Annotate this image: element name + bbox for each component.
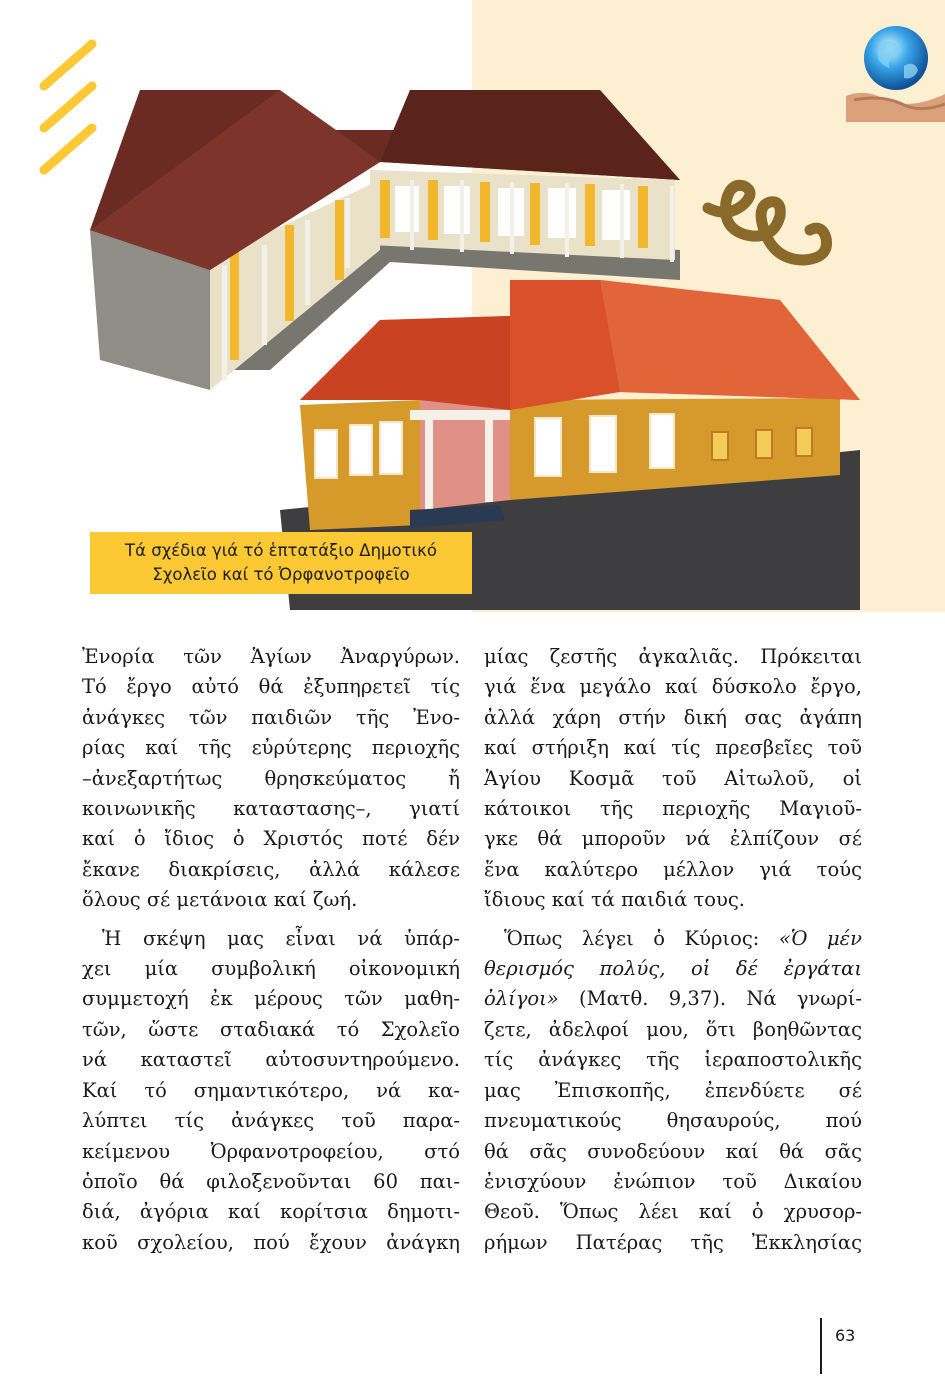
- text-line: μίας ζεστῆς ἀγκαλιᾶς. Πρόκειται: [484, 645, 862, 668]
- text-line: καί ὁ ἴδιος ὁ Χριστός ποτέ δέν: [82, 827, 460, 851]
- text-line: κοῦ σχολείου, πού ἔχουν ἀνάγκη: [82, 1230, 460, 1254]
- text-line: [484, 954, 862, 984]
- text-line: ζετε, ἀδελφοί μου, ὅτι βοηθῶντας: [484, 1017, 862, 1041]
- text-line: τῶν, ὥστε σταδιακά τό Σχολεῖο: [82, 1017, 460, 1041]
- text-line: –ἀνεξαρτήτως θρησκεύματος ἤ: [82, 766, 460, 790]
- text-line: γκε θά μποροῦν νά ἐλπίζουν σέ: [484, 827, 862, 851]
- globe-in-hand-icon: [846, 22, 945, 122]
- caption-line-1: Τά σχέδια γιά τό ἑπτατάξιο Δημοτικό: [125, 541, 437, 560]
- bible-quote: θερισμός πολύς, οἱ δέ ἐργάται: [484, 957, 862, 981]
- text-line: ἴδιους καί τά παιδιά τους.: [484, 888, 745, 912]
- right-text-column: [484, 642, 862, 1258]
- text-line: λύπτει τίς ἀνάγκες τοῦ παρα-: [82, 1109, 460, 1133]
- text-line: ἀλλά χάρη στήν δική σας ἀγάπη: [484, 705, 862, 729]
- page-number: 63: [835, 1326, 856, 1345]
- text-line: Ἡ σκέψη μας εἶναι νά ὑπάρ-: [102, 926, 460, 950]
- text-line: πνευματικούς θησαυρούς, πού: [484, 1109, 862, 1133]
- bible-reference: (Ματθ. 9,37). Νά γνωρί-: [558, 987, 862, 1011]
- text-line: ἀνάγκες τῶν παιδιῶν τῆς Ἐνο-: [82, 705, 460, 729]
- text-line: ἐνισχύουν ἐνώπιον τοῦ Δικαίου: [484, 1169, 862, 1193]
- text-line: Ἐνορία τῶν Ἁγίων Ἀναργύρων.: [82, 645, 460, 668]
- left-text-column: [82, 642, 460, 1258]
- text-segment: Ὅπως λέγει ὁ Κύριος:: [504, 926, 779, 950]
- text-line: χει μία συμβολική οἰκονομική: [82, 957, 460, 981]
- text-line: Τό ἔργο αὐτό θά ἐξυπηρετεῖ τίς: [82, 675, 460, 699]
- text-line: νά καταστεῖ αὐτοσυντηρούμενο.: [82, 1048, 460, 1072]
- text-line: ἔκανε διακρίσεις, ἀλλά κάλεσε: [82, 857, 460, 881]
- text-line: καί στήριξη καί τίς πρεσβεῖες τοῦ: [484, 736, 862, 760]
- text-line: ρήμων Πατέρας τῆς Ἐκκλησίας: [484, 1230, 862, 1254]
- text-line: κάτοικοι τῆς περιοχῆς Μαγιοῦ-: [484, 797, 862, 821]
- text-line: μας Ἐπισκοπῆς, ἐπενδύετε σέ: [484, 1078, 862, 1102]
- text-line: ἕνα καλύτερο μέλλον γιά τούς: [484, 857, 862, 881]
- text-line: [484, 924, 862, 954]
- text-line: ὁποῖο θά φιλοξενοῦνται 60 παι-: [82, 1169, 460, 1193]
- text-line: συμμετοχή ἐκ μέρους τῶν μαθη-: [82, 987, 460, 1011]
- text-line: γιά ἕνα μεγάλο καί δύσκολο ἔργο,: [484, 675, 862, 699]
- text-line: Καί τό σημαντικότερο, νά κα-: [82, 1078, 460, 1102]
- text-line: ὅλους σέ μετάνοια καί ζωή.: [82, 888, 358, 912]
- text-line: κοινωνικῆς καταστασης–, γιατί: [82, 797, 460, 821]
- text-line: [484, 984, 862, 1014]
- text-line: Ἁγίου Κοσμᾶ τοῦ Αἰτωλοῦ, οἱ: [484, 766, 862, 790]
- bible-quote: «Ὁ μέν: [778, 926, 862, 950]
- caption-line-2: Σχολεῖο καί τό Ὀρφανοτροφεῖο: [152, 565, 410, 584]
- text-line: κείμενου Ὀρφανοτροφείου, στό: [82, 1139, 460, 1163]
- right-paragraph-2: [484, 924, 862, 1258]
- school-orphanage-rendering: [80, 80, 860, 610]
- right-paragraph-1: [484, 642, 862, 916]
- text-line: ρίας καί τῆς εὐρύτερης περιοχῆς: [82, 736, 460, 760]
- page-number-rule: [820, 1318, 822, 1374]
- text-line: θά σᾶς συνοδεύουν καί θά σᾶς: [484, 1139, 862, 1163]
- left-paragraph-1: [82, 642, 460, 916]
- text-line: Θεοῦ. Ὅπως λέει καί ὁ χρυσορ-: [484, 1200, 862, 1224]
- image-caption: [90, 532, 472, 594]
- bible-quote: ὀλίγοι»: [484, 987, 559, 1011]
- text-line: τίς ἀνάγκες τῆς ἱεραποστολικῆς: [484, 1048, 862, 1072]
- left-paragraph-2: [82, 924, 460, 1258]
- text-line: διά, ἀγόρια καί κορίτσια δημοτι-: [82, 1200, 460, 1224]
